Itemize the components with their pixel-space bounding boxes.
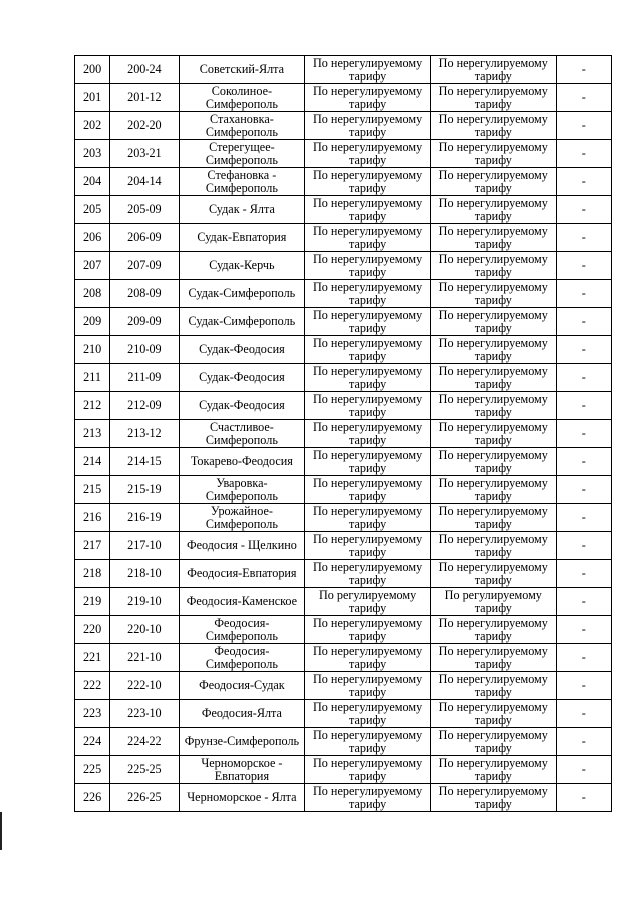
cell-tariff-2: По нерегулируемому тарифу: [430, 84, 556, 112]
table-row: [75, 616, 612, 644]
cell-number: 211: [75, 364, 110, 392]
cell-route-name: Токарево-Феодосия: [179, 448, 305, 476]
cell-route-code: 211-09: [110, 364, 179, 392]
cell-tariff-2: По нерегулируемому тарифу: [430, 392, 556, 420]
cell-route-code: 225-25: [110, 756, 179, 784]
cell-tariff-1: По нерегулируемому тарифу: [305, 112, 431, 140]
table-row: [75, 224, 612, 252]
cell-route-code: 205-09: [110, 196, 179, 224]
cell-route-code: 215-19: [110, 476, 179, 504]
cell-tariff-2: По нерегулируемому тарифу: [430, 700, 556, 728]
routes-table: [74, 55, 612, 812]
cell-number: 214: [75, 448, 110, 476]
table-row: [75, 84, 612, 112]
cell-tariff-2: По нерегулируемому тарифу: [430, 420, 556, 448]
cell-tariff-2: По нерегулируемому тарифу: [430, 560, 556, 588]
cell-route-name: Феодосия-Симферополь: [179, 616, 305, 644]
cell-number: 225: [75, 756, 110, 784]
cell-mark: -: [556, 728, 611, 756]
cell-number: 226: [75, 784, 110, 812]
cell-route-code: 221-10: [110, 644, 179, 672]
cell-route-name: Фрунзе-Симферополь: [179, 728, 305, 756]
cell-tariff-2: По нерегулируемому тарифу: [430, 364, 556, 392]
cell-route-name: Феодосия-Ялта: [179, 700, 305, 728]
cell-number: 206: [75, 224, 110, 252]
cell-mark: -: [556, 756, 611, 784]
cell-tariff-1: По нерегулируемому тарифу: [305, 756, 431, 784]
cell-tariff-2: По нерегулируемому тарифу: [430, 252, 556, 280]
cell-tariff-1: По нерегулируемому тарифу: [305, 700, 431, 728]
cell-mark: -: [556, 56, 611, 84]
cell-mark: -: [556, 448, 611, 476]
cell-tariff-2: По нерегулируемому тарифу: [430, 756, 556, 784]
cell-tariff-1: По нерегулируемому тарифу: [305, 196, 431, 224]
cell-tariff-1: По нерегулируемому тарифу: [305, 280, 431, 308]
table-row: [75, 700, 612, 728]
cell-route-name: Уваровка-Симферополь: [179, 476, 305, 504]
cell-tariff-2: По нерегулируемому тарифу: [430, 224, 556, 252]
cell-number: 216: [75, 504, 110, 532]
cell-tariff-2: По нерегулируемому тарифу: [430, 196, 556, 224]
cell-tariff-1: По нерегулируемому тарифу: [305, 672, 431, 700]
cell-mark: -: [556, 700, 611, 728]
cell-route-code: 226-25: [110, 784, 179, 812]
cell-number: 205: [75, 196, 110, 224]
cell-tariff-1: По нерегулируемому тарифу: [305, 448, 431, 476]
cell-tariff-2: По нерегулируемому тарифу: [430, 784, 556, 812]
cell-tariff-2: По нерегулируемому тарифу: [430, 308, 556, 336]
cell-route-name: Стахановка-Симферополь: [179, 112, 305, 140]
cell-tariff-2: По нерегулируемому тарифу: [430, 644, 556, 672]
cell-route-name: Черноморское - Ялта: [179, 784, 305, 812]
cell-tariff-1: По нерегулируемому тарифу: [305, 392, 431, 420]
cell-route-name: Судак-Феодосия: [179, 336, 305, 364]
cell-mark: -: [556, 196, 611, 224]
cell-mark: -: [556, 280, 611, 308]
cell-route-name: Судак-Евпатория: [179, 224, 305, 252]
cell-route-name: Феодосия-Каменское: [179, 588, 305, 616]
cell-route-code: 212-09: [110, 392, 179, 420]
cell-tariff-1: По нерегулируемому тарифу: [305, 644, 431, 672]
cell-tariff-1: По нерегулируемому тарифу: [305, 560, 431, 588]
cell-tariff-1: По нерегулируемому тарифу: [305, 56, 431, 84]
table-row: [75, 476, 612, 504]
cell-mark: -: [556, 336, 611, 364]
cell-route-name: Советский-Ялта: [179, 56, 305, 84]
cell-mark: -: [556, 532, 611, 560]
cell-route-code: 216-19: [110, 504, 179, 532]
cell-route-code: 213-12: [110, 420, 179, 448]
cell-tariff-2: По нерегулируемому тарифу: [430, 168, 556, 196]
cell-mark: -: [556, 364, 611, 392]
scan-edge-mark: [0, 812, 2, 850]
table-row: [75, 392, 612, 420]
cell-tariff-1: По нерегулируемому тарифу: [305, 532, 431, 560]
cell-tariff-2: По нерегулируемому тарифу: [430, 448, 556, 476]
table-row: [75, 140, 612, 168]
cell-tariff-2: По нерегулируемому тарифу: [430, 504, 556, 532]
table-row: [75, 56, 612, 84]
table-row: [75, 196, 612, 224]
cell-route-code: 214-15: [110, 448, 179, 476]
cell-tariff-2: По нерегулируемому тарифу: [430, 140, 556, 168]
cell-tariff-1: По нерегулируемому тарифу: [305, 252, 431, 280]
cell-number: 222: [75, 672, 110, 700]
cell-number: 215: [75, 476, 110, 504]
cell-route-name: Стефановка - Симферополь: [179, 168, 305, 196]
cell-mark: -: [556, 476, 611, 504]
cell-tariff-1: По нерегулируемому тарифу: [305, 504, 431, 532]
cell-number: 208: [75, 280, 110, 308]
cell-route-code: 206-09: [110, 224, 179, 252]
cell-tariff-2: По нерегулируемому тарифу: [430, 672, 556, 700]
cell-tariff-2: По нерегулируемому тарифу: [430, 56, 556, 84]
table-row: [75, 420, 612, 448]
cell-number: 201: [75, 84, 110, 112]
table-row: [75, 588, 612, 616]
cell-mark: -: [556, 784, 611, 812]
cell-tariff-1: По нерегулируемому тарифу: [305, 420, 431, 448]
table-row: [75, 112, 612, 140]
cell-mark: -: [556, 672, 611, 700]
cell-route-name: Судак-Симферополь: [179, 280, 305, 308]
cell-mark: -: [556, 560, 611, 588]
cell-tariff-2: По нерегулируемому тарифу: [430, 112, 556, 140]
cell-number: 200: [75, 56, 110, 84]
cell-route-code: 220-10: [110, 616, 179, 644]
cell-route-name: Судак - Ялта: [179, 196, 305, 224]
cell-tariff-2: По нерегулируемому тарифу: [430, 616, 556, 644]
cell-mark: -: [556, 504, 611, 532]
cell-route-name: Феодосия - Щелкино: [179, 532, 305, 560]
cell-number: 209: [75, 308, 110, 336]
cell-route-code: 217-10: [110, 532, 179, 560]
cell-route-name: Соколиное-Симферополь: [179, 84, 305, 112]
table-row: [75, 336, 612, 364]
cell-mark: -: [556, 224, 611, 252]
table-row: [75, 280, 612, 308]
cell-tariff-2: По нерегулируемому тарифу: [430, 336, 556, 364]
cell-number: 204: [75, 168, 110, 196]
cell-number: 210: [75, 336, 110, 364]
table-row: [75, 448, 612, 476]
cell-route-code: 218-10: [110, 560, 179, 588]
cell-tariff-1: По нерегулируемому тарифу: [305, 168, 431, 196]
cell-mark: -: [556, 588, 611, 616]
cell-mark: -: [556, 616, 611, 644]
cell-tariff-2: По регулируемому тарифу: [430, 588, 556, 616]
cell-tariff-1: По нерегулируемому тарифу: [305, 84, 431, 112]
cell-route-code: 219-10: [110, 588, 179, 616]
table-row: [75, 784, 612, 812]
cell-tariff-1: По нерегулируемому тарифу: [305, 616, 431, 644]
cell-route-code: 223-10: [110, 700, 179, 728]
cell-mark: -: [556, 392, 611, 420]
cell-mark: -: [556, 84, 611, 112]
table-row: [75, 560, 612, 588]
cell-route-code: 222-10: [110, 672, 179, 700]
cell-tariff-2: По нерегулируемому тарифу: [430, 280, 556, 308]
cell-route-name: Судак-Феодосия: [179, 364, 305, 392]
cell-route-code: 207-09: [110, 252, 179, 280]
cell-route-name: Феодосия-Судак: [179, 672, 305, 700]
cell-route-code: 200-24: [110, 56, 179, 84]
cell-number: 220: [75, 616, 110, 644]
cell-mark: -: [556, 644, 611, 672]
routes-table-body: [75, 56, 612, 812]
cell-mark: -: [556, 308, 611, 336]
cell-route-name: Черноморское - Евпатория: [179, 756, 305, 784]
cell-tariff-1: По нерегулируемому тарифу: [305, 476, 431, 504]
cell-route-code: 224-22: [110, 728, 179, 756]
cell-route-name: Стерегущее-Симферополь: [179, 140, 305, 168]
cell-route-name: Феодосия-Симферополь: [179, 644, 305, 672]
cell-route-code: 201-12: [110, 84, 179, 112]
cell-route-name: Феодосия-Евпатория: [179, 560, 305, 588]
cell-route-name: Урожайное-Симферополь: [179, 504, 305, 532]
cell-tariff-1: По нерегулируемому тарифу: [305, 728, 431, 756]
cell-route-name: Счастливое-Симферополь: [179, 420, 305, 448]
cell-number: 203: [75, 140, 110, 168]
cell-route-code: 204-14: [110, 168, 179, 196]
cell-mark: -: [556, 252, 611, 280]
table-row: [75, 672, 612, 700]
cell-mark: -: [556, 140, 611, 168]
table-row: [75, 252, 612, 280]
cell-number: 219: [75, 588, 110, 616]
cell-tariff-1: По нерегулируемому тарифу: [305, 308, 431, 336]
cell-tariff-2: По нерегулируемому тарифу: [430, 476, 556, 504]
cell-tariff-1: По нерегулируемому тарифу: [305, 336, 431, 364]
cell-tariff-1: По нерегулируемому тарифу: [305, 224, 431, 252]
table-row: [75, 728, 612, 756]
cell-number: 217: [75, 532, 110, 560]
cell-number: 207: [75, 252, 110, 280]
table-row: [75, 756, 612, 784]
cell-route-name: Судак-Феодосия: [179, 392, 305, 420]
cell-tariff-2: По нерегулируемому тарифу: [430, 532, 556, 560]
cell-route-code: 208-09: [110, 280, 179, 308]
cell-tariff-2: По нерегулируемому тарифу: [430, 728, 556, 756]
cell-tariff-1: По регулируемому тарифу: [305, 588, 431, 616]
table-row: [75, 308, 612, 336]
cell-route-code: 203-21: [110, 140, 179, 168]
cell-route-name: Судак-Симферополь: [179, 308, 305, 336]
cell-tariff-1: По нерегулируемому тарифу: [305, 364, 431, 392]
cell-route-code: 209-09: [110, 308, 179, 336]
cell-number: 202: [75, 112, 110, 140]
table-row: [75, 168, 612, 196]
table-row: [75, 532, 612, 560]
cell-number: 212: [75, 392, 110, 420]
cell-mark: -: [556, 112, 611, 140]
cell-mark: -: [556, 420, 611, 448]
cell-route-code: 202-20: [110, 112, 179, 140]
cell-route-name: Судак-Керчь: [179, 252, 305, 280]
cell-tariff-1: По нерегулируемому тарифу: [305, 784, 431, 812]
cell-number: 218: [75, 560, 110, 588]
table-row: [75, 644, 612, 672]
cell-tariff-1: По нерегулируемому тарифу: [305, 140, 431, 168]
cell-number: 223: [75, 700, 110, 728]
cell-mark: -: [556, 168, 611, 196]
cell-number: 221: [75, 644, 110, 672]
cell-number: 224: [75, 728, 110, 756]
table-row: [75, 364, 612, 392]
table-row: [75, 504, 612, 532]
cell-route-code: 210-09: [110, 336, 179, 364]
cell-number: 213: [75, 420, 110, 448]
